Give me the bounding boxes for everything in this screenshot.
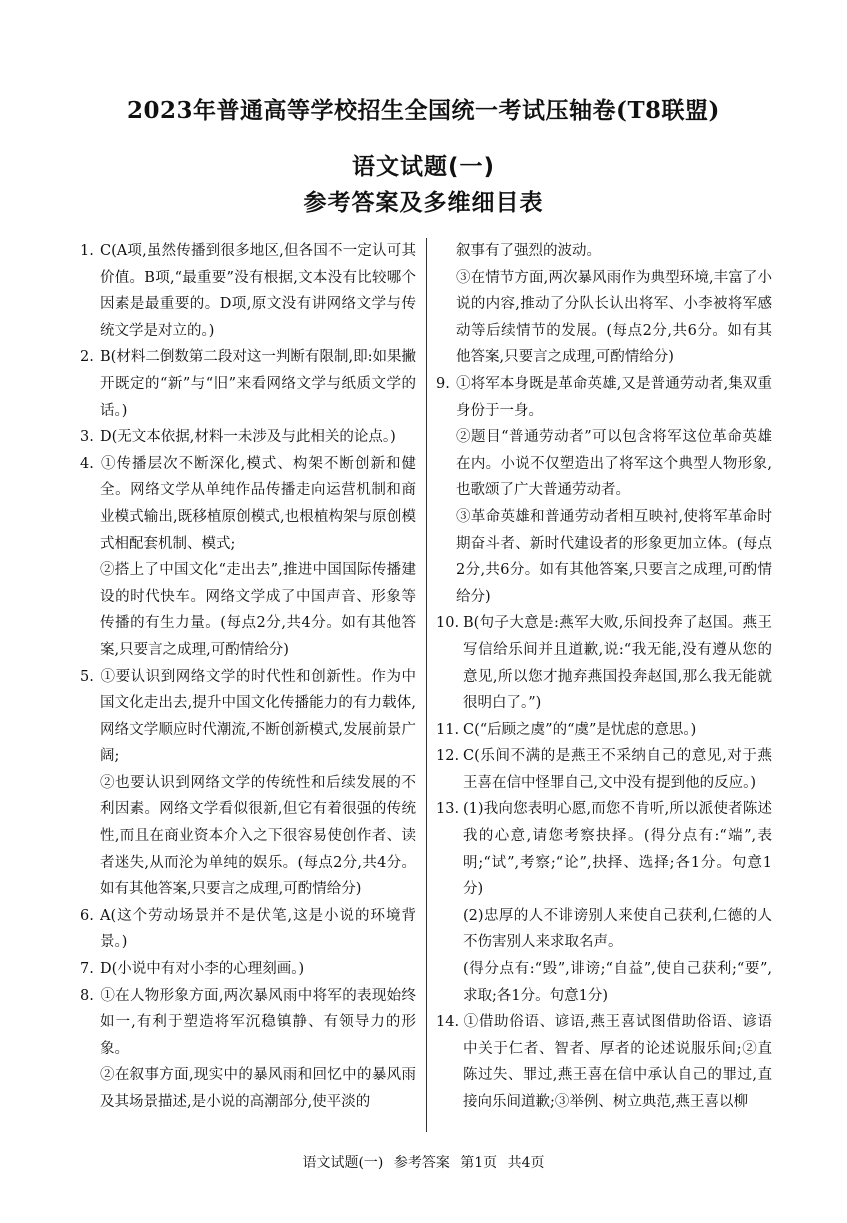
answer-paragraph: ②题目“普通劳动者”可以包含将军这位革命英雄在内。小说不仅塑造出了将军这个典型人物形象,也歌颂了广大普通劳动者。 [456, 429, 772, 499]
answer-item [436, 371, 772, 424]
answer-text: C(乐间不满的是燕王不采纳自己的意见,对于燕王喜在信中怪罪自己,文中没有提到他的反应。) [463, 748, 772, 791]
column-divider [426, 238, 427, 1132]
answer-item [436, 796, 772, 902]
page-footer: 语文试题(一) 参考答案 第1页 共4页 [302, 1155, 545, 1171]
subject-title: 语文试题(一) [351, 154, 496, 180]
answer-number: 10. [436, 615, 460, 632]
answer-number: 14. [436, 1014, 460, 1031]
answer-item [436, 743, 772, 796]
answer-item [436, 1009, 772, 1115]
answer-number: 9. [436, 375, 450, 392]
answer-number: 7. [80, 961, 94, 978]
answer-paragraph: ②搭上了中国文化“走出去”,推进中国国际传播建设的时代快车。网络文学成了中国声音、形象等传播的有生力量。(每点2分,共4分。如有其他答案,只要言之成理,可酌情给分) [100, 562, 416, 658]
answer-text: B(材料二倒数第二段对这一判断有限制,即:如果撇开既定的“新”与“旧”来看网络文学与纸质文学的话。) [100, 349, 416, 419]
answer-paragraph: ③革命英雄和普通劳动者相互映衬,使将军革命时期奋斗者、新时代建设者的形象更加立体。(每点2分,共6分。如有其他答案,只要言之成理,可酌情给分) [456, 508, 772, 605]
answer-item [80, 983, 416, 1063]
answer-text: ①传播层次不断深化,模式、构架不断创新和健全。网络文学从单纯作品传播走向运营机制和商业模式输出,既移植原创模式,也根植构架与原创模式相配套机制、模式; [100, 455, 416, 552]
answer-item [80, 451, 416, 557]
answer-text: B(句子大意是:燕军大败,乐间投奔了赵国。燕王写信给乐间并且道歉,说:“我无能,没有遵从您的意见,所以您才抛弃燕国投奔赵国,那么我无能就很明白了。”) [463, 615, 772, 712]
exam-title: 2023年普通高等学校招生全国统一考试压轴卷(T8联盟) [127, 97, 720, 124]
answer-text: C(A项,虽然传播到很多地区,但各国不一定认可其价值。B项,“最重要”没有根据,文本没有比较哪个因素是最重要的。D项,原文没有讲网络文学与传统文学是对立的。) [100, 243, 416, 339]
answer-key-title: 参考答案及多维细目表 [303, 190, 544, 216]
answer-paragraph: (2)忠厚的人不诽谤别人来使自己获利,仁德的人不伤害别人来求取名声。 [463, 907, 772, 951]
answer-paragraph: (得分点有:“毁”,诽谤;“自益”,使自己获利;“要”,求取;各1分。句意1分) [463, 961, 772, 1004]
answer-number: 4. [80, 455, 94, 472]
answer-text: ①借助俗语、谚语,燕王喜试图借助俗语、谚语中关于仁者、智者、厚者的论述说服乐间;②直陈过失、罪过,燕王喜在信中承认自己的罪过,直接向乐间道歉;③举例、树立典范,燕王喜以柳 [463, 1014, 772, 1110]
answer-number: 8. [80, 987, 94, 1004]
answer-text: ①要认识到网络文学的时代性和创新性。作为中国文化走出去,提升中国文化传播能力的有力载体,网络文学顺应时代潮流,不断创新模式,发展前景广阔; [100, 668, 416, 765]
answer-item [80, 238, 416, 344]
answer-text: A(这个劳动场景并不是伏笔,这是小说的环境背景。) [100, 907, 416, 951]
answer-item [80, 956, 416, 983]
answer-paragraph: ②在叙事方面,现实中的暴风雨和回忆中的暴风雨及其场景描述,是小说的高潮部分,使平淡的 [100, 1067, 416, 1110]
answer-number: 11. [436, 721, 460, 738]
answer-text: C(“后顾之虞”的“虞”是忧虑的意思。) [463, 721, 697, 738]
right-column [436, 238, 772, 1138]
answer-item [80, 344, 416, 424]
answer-number: 13. [436, 801, 460, 818]
answer-item [436, 610, 772, 716]
answer-text: D(小说中有对小李的心理刻画。) [100, 961, 305, 978]
answer-paragraph: ②也要认识到网络文学的传统性和后续发展的不利因素。网络文学看似很新,但它有着很强的传统性,而且在商业资本介入之下很容易使创作者、读者迷失,从而沦为单纯的娱乐。(每点2分,共4分。如有其他答案,只要言之成理,可酌情给分) [100, 774, 416, 898]
answer-item [80, 664, 416, 770]
left-column [80, 238, 416, 1138]
answer-number: 5. [80, 668, 94, 685]
answer-paragraph: 叙事有了强烈的波动。 [456, 243, 601, 259]
answer-text: ①在人物形象方面,两次暴风雨中将军的表现始终如一,有利于塑造将军沉稳镇静、有领导力的形象。 [100, 987, 416, 1057]
answer-item [80, 424, 416, 451]
answer-number: 3. [80, 429, 94, 446]
answer-item [80, 903, 416, 956]
answer-number: 1. [80, 243, 94, 259]
answer-number: 6. [80, 907, 94, 924]
answer-number: 2. [80, 349, 94, 366]
answer-number: 12. [436, 748, 460, 765]
answer-text: ①将军本身既是革命英雄,又是普通劳动者,集双重身份于一身。 [456, 375, 772, 419]
answer-paragraph: ③在情节方面,两次暴风雨作为典型环境,丰富了小说的内容,推动了分队长认出将军、小李被将军感动等后续情节的发展。(每点2分,共6分。如有其他答案,只要言之成理,可酌情给分) [456, 269, 772, 366]
answer-item [436, 717, 772, 744]
answer-text: (1)我向您表明心愿,而您不肯听,所以派使者陈述我的心意,请您考察抉择。(得分点有:“端”,表明;“试”,考察;“论”,抉择、选择;各1分。句意1分) [463, 801, 772, 898]
answer-text: D(无文本依据,材料一未涉及与此相关的论点。) [100, 429, 396, 446]
